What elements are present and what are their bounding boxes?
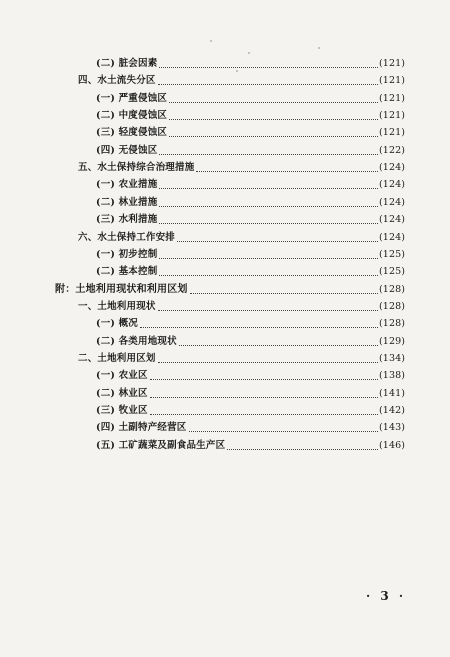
toc-entry-page: (128) (379, 283, 406, 295)
toc-entry-page: (125) (379, 248, 406, 260)
toc-leader-dots (196, 155, 378, 172)
toc-leader-dots (150, 398, 378, 415)
toc-entry-page: (121) (379, 110, 406, 122)
toc-entry-label: (二) 各类用地现状 (96, 335, 177, 347)
toc-entry-label: (二) 林业区 (96, 387, 148, 399)
toc-entry-page: (125) (379, 266, 406, 278)
toc-leader-dots (169, 120, 378, 137)
toc-entry-label: (一) 概况 (96, 318, 138, 330)
toc-leader-dots (190, 277, 378, 294)
toc-leader-dots (159, 259, 378, 276)
toc-entry-page: (134) (379, 352, 406, 364)
toc-entry-label: 一、土地利用现状 (78, 300, 156, 312)
toc-leader-dots (227, 433, 378, 450)
toc-entry-label: (一) 农业措施 (96, 179, 158, 191)
toc-entry-label: 五、水土保持综合治理措施 (78, 162, 195, 174)
scan-speck (210, 40, 212, 42)
toc-leader-dots (140, 311, 378, 328)
scan-speck (236, 70, 238, 72)
toc-leader-dots (159, 207, 378, 224)
toc-entry-label: (三) 牧业区 (96, 405, 148, 416)
toc-entry-label: (三) 轻度侵蚀区 (96, 127, 168, 139)
toc-entry-page: (146) (379, 439, 406, 451)
toc-entry-label: (三) 水利措施 (96, 214, 158, 226)
toc-entry-label: (二) 基本控制 (96, 266, 158, 278)
toc-entry-page: (124) (379, 179, 406, 191)
toc-entry-label: 六、水土保持工作安排 (78, 231, 176, 243)
scan-speck (318, 47, 320, 49)
toc-entry-page: (128) (379, 300, 406, 312)
toc-leader-dots (159, 190, 378, 207)
toc-leader-dots (159, 138, 378, 155)
toc-entry-page: (124) (379, 162, 406, 174)
toc-entry-page: (124) (379, 196, 406, 208)
toc-leader-dots (189, 415, 378, 432)
toc-entry-label: (五) 工矿蔬菜及副食品生产区 (96, 439, 226, 451)
toc-entry-label: (四) 土副特产经营区 (96, 422, 187, 434)
toc-entry-page: (124) (379, 231, 406, 243)
toc-leader-dots (150, 381, 378, 398)
toc-leader-dots (179, 329, 378, 346)
toc-entry-label: 四、水土流失分区 (78, 75, 156, 87)
toc-entry-page: (138) (379, 370, 406, 382)
toc-leader-dots (177, 225, 378, 242)
toc-entry-page: (142) (379, 405, 406, 416)
toc-entry-label: (二) 脏会因素 (96, 58, 158, 69)
toc-leader-dots (159, 172, 378, 189)
toc-entry-label: 二、土地利用区划 (78, 352, 156, 364)
toc-leader-dots (159, 51, 378, 68)
toc-entry-label: (一) 严重侵蚀区 (96, 92, 168, 104)
toc-entry (0, 420, 450, 436)
scan-speck (248, 52, 250, 54)
toc-entry-page: (121) (379, 75, 406, 87)
toc-entry-page: (141) (379, 387, 406, 399)
toc-leader-dots (158, 294, 378, 311)
toc-entry-label: (四) 无侵蚀区 (96, 144, 158, 156)
toc-entry-label: (一) 农业区 (96, 370, 148, 382)
toc-leader-dots (158, 346, 378, 363)
toc-entry (0, 438, 450, 454)
toc-entry-page: (122) (379, 144, 406, 156)
toc-entry-label: (二) 林业措施 (96, 196, 158, 208)
toc-entry-page: (121) (379, 127, 406, 139)
toc-entry-page: (143) (379, 422, 406, 434)
toc-entry-page: (128) (379, 318, 406, 330)
toc-entry-page: (129) (379, 335, 406, 347)
toc-entry-page: (121) (379, 92, 406, 104)
toc-entry-page: (124) (379, 214, 406, 226)
toc-leader-dots (169, 103, 378, 120)
toc-leader-dots (159, 242, 378, 259)
toc-entry-label: 附：土地利用现状和利用区划 (55, 283, 188, 295)
toc-leader-dots (169, 86, 378, 103)
toc-leader-dots (150, 363, 378, 380)
toc-entry-page: (121) (379, 58, 406, 69)
toc-entry-label: (二) 中度侵蚀区 (96, 110, 168, 122)
toc-entry-label: (一) 初步控制 (96, 248, 158, 260)
page-number: · 3 · (366, 589, 407, 603)
toc-leader-dots (158, 68, 378, 85)
